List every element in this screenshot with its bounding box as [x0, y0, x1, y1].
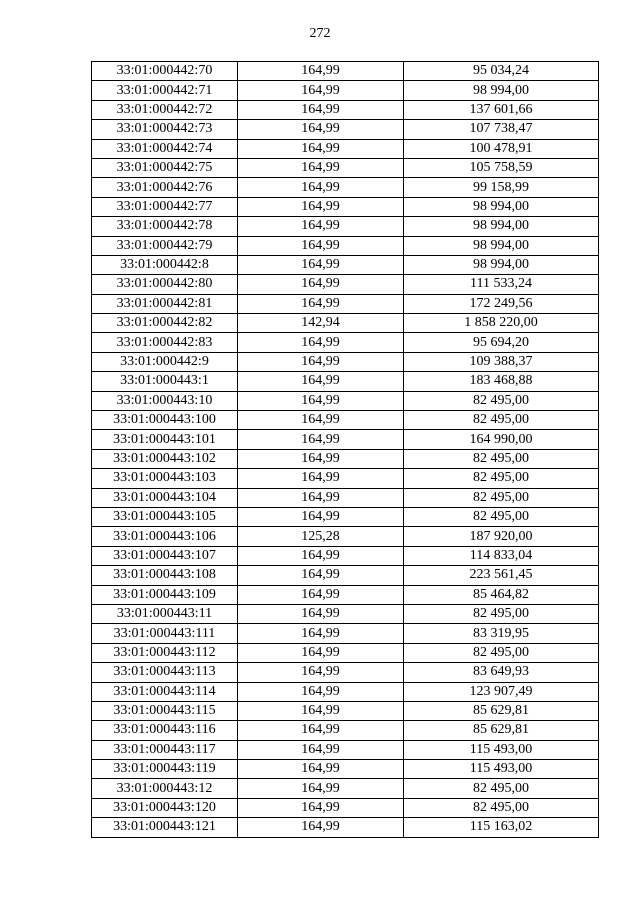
table-row — [92, 62, 599, 81]
area-cell: 164,99 — [238, 566, 404, 585]
table-row — [92, 81, 599, 100]
value-cell: 95 694,20 — [404, 333, 599, 352]
cadastral-number-cell: 33:01:000443:112 — [92, 643, 238, 662]
cadastral-number-cell: 33:01:000443:102 — [92, 449, 238, 468]
table-row — [92, 372, 599, 391]
area-cell: 164,99 — [238, 197, 404, 216]
area-cell: 164,99 — [238, 430, 404, 449]
value-cell: 98 994,00 — [404, 81, 599, 100]
area-cell: 164,99 — [238, 624, 404, 643]
table-row — [92, 275, 599, 294]
table-row — [92, 430, 599, 449]
table-row — [92, 566, 599, 585]
value-cell: 109 388,37 — [404, 352, 599, 371]
cadastral-number-cell: 33:01:000443:120 — [92, 798, 238, 817]
cadastral-number-cell: 33:01:000443:119 — [92, 760, 238, 779]
table-row — [92, 682, 599, 701]
table-row — [92, 100, 599, 119]
data-table — [91, 61, 599, 838]
area-cell: 164,99 — [238, 255, 404, 274]
table-row — [92, 701, 599, 720]
cadastral-number-cell: 33:01:000443:111 — [92, 624, 238, 643]
value-cell: 95 034,24 — [404, 62, 599, 81]
cadastral-number-cell: 33:01:000442:8 — [92, 255, 238, 274]
value-cell: 164 990,00 — [404, 430, 599, 449]
table-row — [92, 507, 599, 526]
area-cell: 164,99 — [238, 682, 404, 701]
value-cell: 82 495,00 — [404, 779, 599, 798]
value-cell: 82 495,00 — [404, 391, 599, 410]
cadastral-number-cell: 33:01:000442:78 — [92, 217, 238, 236]
area-cell: 164,99 — [238, 507, 404, 526]
area-cell: 164,99 — [238, 62, 404, 81]
cadastral-number-cell: 33:01:000442:77 — [92, 197, 238, 216]
table-row — [92, 178, 599, 197]
area-cell: 164,99 — [238, 294, 404, 313]
cadastral-number-cell: 33:01:000442:81 — [92, 294, 238, 313]
value-cell: 107 738,47 — [404, 120, 599, 139]
area-cell: 125,28 — [238, 527, 404, 546]
value-cell: 82 495,00 — [404, 604, 599, 623]
value-cell: 115 493,00 — [404, 740, 599, 759]
value-cell: 83 649,93 — [404, 663, 599, 682]
table-body — [92, 62, 599, 838]
area-cell: 164,99 — [238, 411, 404, 430]
area-cell: 164,99 — [238, 449, 404, 468]
value-cell: 98 994,00 — [404, 197, 599, 216]
area-cell: 164,99 — [238, 779, 404, 798]
page-number: 272 — [309, 26, 331, 41]
cadastral-number-cell: 33:01:000442:73 — [92, 120, 238, 139]
value-cell: 183 468,88 — [404, 372, 599, 391]
value-cell: 172 249,56 — [404, 294, 599, 313]
value-cell: 100 478,91 — [404, 139, 599, 158]
cadastral-number-cell: 33:01:000443:1 — [92, 372, 238, 391]
table-row — [92, 779, 599, 798]
area-cell: 164,99 — [238, 372, 404, 391]
cadastral-number-cell: 33:01:000442:71 — [92, 81, 238, 100]
value-cell: 123 907,49 — [404, 682, 599, 701]
cadastral-number-cell: 33:01:000443:108 — [92, 566, 238, 585]
cadastral-number-cell: 33:01:000443:117 — [92, 740, 238, 759]
table-row — [92, 120, 599, 139]
area-cell: 164,99 — [238, 81, 404, 100]
cadastral-number-cell: 33:01:000443:105 — [92, 507, 238, 526]
value-cell: 98 994,00 — [404, 255, 599, 274]
cadastral-number-cell: 33:01:000442:82 — [92, 314, 238, 333]
value-cell: 98 994,00 — [404, 217, 599, 236]
area-cell: 164,99 — [238, 275, 404, 294]
table-row — [92, 818, 599, 837]
table-row — [92, 391, 599, 410]
value-cell: 105 758,59 — [404, 158, 599, 177]
cadastral-number-cell: 33:01:000442:80 — [92, 275, 238, 294]
cadastral-number-cell: 33:01:000443:106 — [92, 527, 238, 546]
cadastral-number-cell: 33:01:000443:11 — [92, 604, 238, 623]
table-row — [92, 663, 599, 682]
cadastral-number-cell: 33:01:000443:101 — [92, 430, 238, 449]
cadastral-number-cell: 33:01:000442:9 — [92, 352, 238, 371]
table-row — [92, 624, 599, 643]
table-row — [92, 158, 599, 177]
value-cell: 85 464,82 — [404, 585, 599, 604]
area-cell: 164,99 — [238, 740, 404, 759]
table-row — [92, 294, 599, 313]
area-cell: 164,99 — [238, 139, 404, 158]
value-cell: 115 493,00 — [404, 760, 599, 779]
table-row — [92, 585, 599, 604]
cadastral-number-cell: 33:01:000443:104 — [92, 488, 238, 507]
cadastral-number-cell: 33:01:000442:79 — [92, 236, 238, 255]
cadastral-number-cell: 33:01:000443:116 — [92, 721, 238, 740]
area-cell: 164,99 — [238, 701, 404, 720]
area-cell: 164,99 — [238, 663, 404, 682]
area-cell: 142,94 — [238, 314, 404, 333]
area-cell: 164,99 — [238, 818, 404, 837]
area-cell: 164,99 — [238, 585, 404, 604]
value-cell: 85 629,81 — [404, 721, 599, 740]
cadastral-number-cell: 33:01:000443:114 — [92, 682, 238, 701]
value-cell: 82 495,00 — [404, 411, 599, 430]
table-row — [92, 255, 599, 274]
table-row — [92, 217, 599, 236]
area-cell: 164,99 — [238, 391, 404, 410]
cadastral-number-cell: 33:01:000442:76 — [92, 178, 238, 197]
cadastral-number-cell: 33:01:000443:121 — [92, 818, 238, 837]
value-cell: 82 495,00 — [404, 488, 599, 507]
area-cell: 164,99 — [238, 798, 404, 817]
area-cell: 164,99 — [238, 760, 404, 779]
table-row — [92, 333, 599, 352]
table-row — [92, 197, 599, 216]
value-cell: 137 601,66 — [404, 100, 599, 119]
area-cell: 164,99 — [238, 158, 404, 177]
table-row — [92, 721, 599, 740]
table-row — [92, 643, 599, 662]
value-cell: 115 163,02 — [404, 818, 599, 837]
area-cell: 164,99 — [238, 546, 404, 565]
table-row — [92, 798, 599, 817]
value-cell: 223 561,45 — [404, 566, 599, 585]
area-cell: 164,99 — [238, 352, 404, 371]
table-row — [92, 469, 599, 488]
area-cell: 164,99 — [238, 100, 404, 119]
table-row — [92, 449, 599, 468]
value-cell: 99 158,99 — [404, 178, 599, 197]
table-row — [92, 760, 599, 779]
table-row — [92, 527, 599, 546]
cadastral-number-cell: 33:01:000443:109 — [92, 585, 238, 604]
table-row — [92, 546, 599, 565]
area-cell: 164,99 — [238, 488, 404, 507]
area-cell: 164,99 — [238, 721, 404, 740]
table-row — [92, 411, 599, 430]
cadastral-number-cell: 33:01:000442:74 — [92, 139, 238, 158]
cadastral-number-cell: 33:01:000443:107 — [92, 546, 238, 565]
value-cell: 82 495,00 — [404, 798, 599, 817]
value-cell: 114 833,04 — [404, 546, 599, 565]
cadastral-number-cell: 33:01:000443:10 — [92, 391, 238, 410]
cadastral-number-cell: 33:01:000443:115 — [92, 701, 238, 720]
area-cell: 164,99 — [238, 333, 404, 352]
area-cell: 164,99 — [238, 178, 404, 197]
value-cell: 83 319,95 — [404, 624, 599, 643]
table-row — [92, 604, 599, 623]
area-cell: 164,99 — [238, 469, 404, 488]
area-cell: 164,99 — [238, 217, 404, 236]
area-cell: 164,99 — [238, 120, 404, 139]
table-row — [92, 314, 599, 333]
cadastral-number-cell: 33:01:000443:100 — [92, 411, 238, 430]
area-cell: 164,99 — [238, 604, 404, 623]
cadastral-number-cell: 33:01:000442:75 — [92, 158, 238, 177]
table-row — [92, 488, 599, 507]
cadastral-number-cell: 33:01:000442:70 — [92, 62, 238, 81]
table-row — [92, 139, 599, 158]
table-row — [92, 352, 599, 371]
cadastral-number-cell: 33:01:000443:12 — [92, 779, 238, 798]
cadastral-number-cell: 33:01:000442:72 — [92, 100, 238, 119]
area-cell: 164,99 — [238, 236, 404, 255]
area-cell: 164,99 — [238, 643, 404, 662]
table-row — [92, 740, 599, 759]
value-cell: 85 629,81 — [404, 701, 599, 720]
table-row — [92, 236, 599, 255]
value-cell: 111 533,24 — [404, 275, 599, 294]
value-cell: 82 495,00 — [404, 507, 599, 526]
value-cell: 82 495,00 — [404, 469, 599, 488]
cadastral-number-cell: 33:01:000442:83 — [92, 333, 238, 352]
value-cell: 82 495,00 — [404, 643, 599, 662]
value-cell: 98 994,00 — [404, 236, 599, 255]
cadastral-number-cell: 33:01:000443:113 — [92, 663, 238, 682]
value-cell: 1 858 220,00 — [404, 314, 599, 333]
cadastral-number-cell: 33:01:000443:103 — [92, 469, 238, 488]
value-cell: 82 495,00 — [404, 449, 599, 468]
value-cell: 187 920,00 — [404, 527, 599, 546]
